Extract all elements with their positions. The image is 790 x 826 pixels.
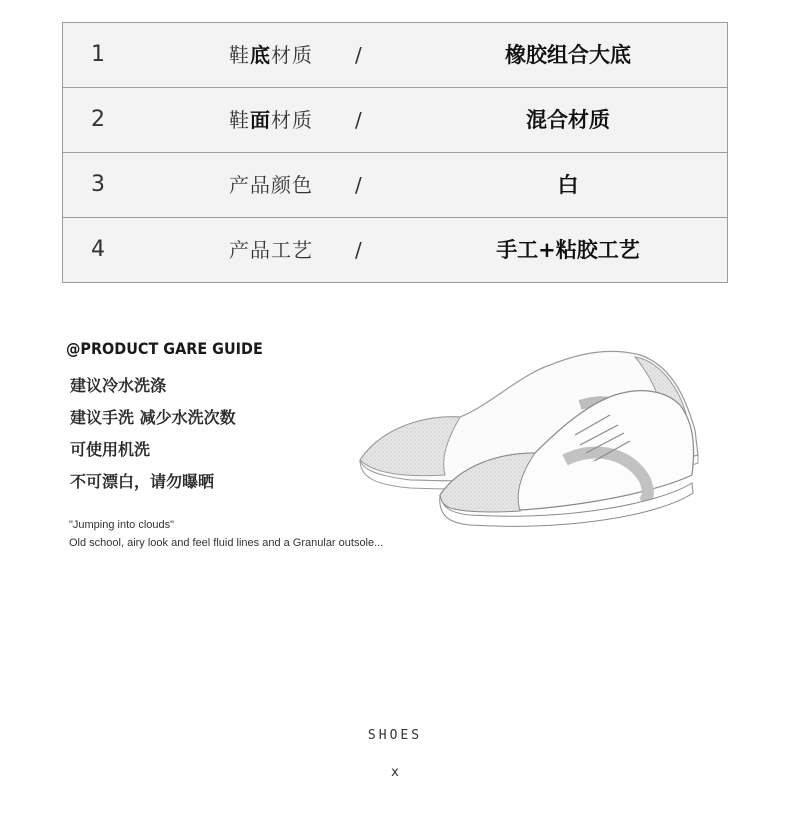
spec-label: 鞋底材质: [229, 43, 313, 67]
spec-separator: /: [355, 173, 362, 197]
spec-separator: /: [355, 108, 362, 132]
spec-row: [63, 87, 727, 152]
spec-label: 鞋面材质: [229, 108, 313, 132]
care-item: 不可漂白，请勿曝晒: [70, 472, 215, 491]
spec-value: 手工+粘胶工艺: [496, 238, 640, 262]
care-item: 建议手洗 减少水洗次数: [70, 408, 236, 427]
care-item: 可使用机洗: [70, 440, 151, 459]
spec-number: 1: [91, 42, 105, 67]
spec-number: 2: [91, 107, 105, 132]
tagline: "Jumping into clouds": [69, 519, 175, 531]
spec-separator: /: [355, 238, 362, 262]
care-guide-list: [70, 374, 236, 502]
spec-label: 产品工艺: [229, 238, 313, 262]
spec-number: 4: [91, 237, 105, 262]
sneaker-illustration: [350, 335, 710, 555]
spec-row: [63, 23, 727, 87]
brand-label: SHOES: [367, 728, 423, 743]
spec-label: 产品颜色: [229, 173, 313, 197]
care-item: 建议冷水洗涤: [70, 376, 167, 395]
care-guide-title: @PRODUCT GARE GUIDE: [66, 339, 263, 358]
spec-separator: /: [355, 43, 362, 67]
spec-row: [63, 217, 727, 282]
spec-row: [63, 152, 727, 217]
product-description: Old school, airy look and feel fluid lines and a Granular outsole...: [69, 537, 384, 549]
spec-table: [62, 22, 728, 283]
spec-value: 白: [557, 173, 579, 197]
spec-value: 混合材质: [526, 108, 610, 132]
spec-value: 橡胶组合大底: [505, 43, 631, 67]
spec-number: 3: [91, 172, 105, 197]
close-icon[interactable]: x: [391, 765, 399, 780]
